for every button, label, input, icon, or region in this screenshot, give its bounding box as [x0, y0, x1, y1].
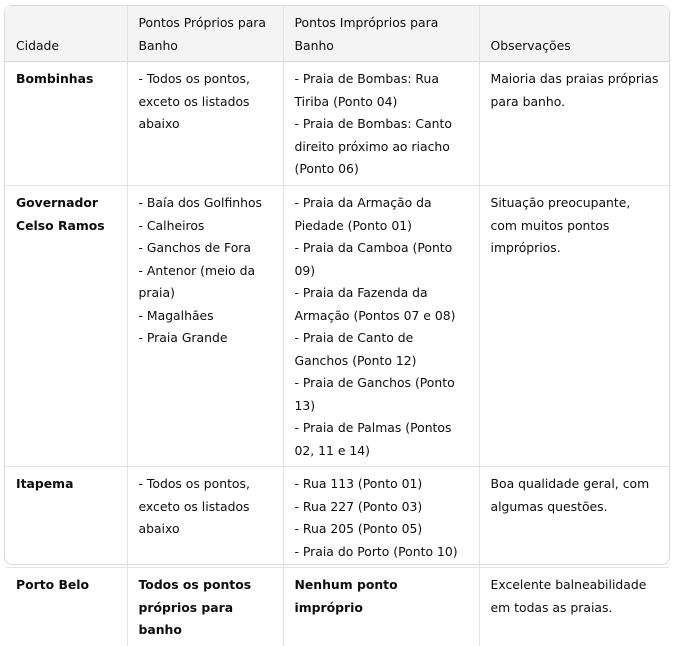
list-item: - Calheiros — [138, 217, 205, 233]
list-item: - Praia de Palmas (Pontos 02, 11 e 14) — [294, 420, 452, 458]
header-pontos-improprios: Pontos Impróprios para Banho — [283, 6, 479, 62]
table-row — [5, 186, 669, 467]
cell-cidade: Bombinhas — [5, 62, 127, 186]
cell-improprios — [283, 62, 479, 186]
list-item: - Praia da Camboa (Ponto 09) — [294, 240, 453, 278]
cell-proprios — [127, 467, 283, 568]
list-item: - Praia Grande — [138, 330, 228, 345]
list-item: - Praia de Canto de Ganchos (Ponto 12) — [294, 330, 417, 368]
cell-observacoes: Maioria das praias próprias para banho. — [479, 62, 669, 186]
list-item: - Praia de Ganchos (Ponto 13) — [294, 375, 455, 413]
list-item: - Praia de Bombas: Canto direito próximo ao riacho (Ponto 06) — [294, 116, 452, 176]
list-item: - Todos os pontos, exceto os listados abaixo — [138, 71, 250, 131]
table-row — [5, 62, 669, 186]
table-row — [5, 467, 669, 568]
list-item: - Todos os pontos, exceto os listados abaixo — [138, 476, 250, 536]
cell-observacoes: Situação preocupante, com muitos pontos impróprios. — [479, 186, 669, 467]
cell-proprios — [127, 186, 283, 467]
list-item: - Magalhães — [138, 307, 214, 323]
table-row — [5, 568, 669, 646]
cell-improprios — [283, 568, 479, 646]
cell-observacoes: Excelente balneabilidade em todas as praias. — [490, 577, 647, 615]
list-item: Nenhum ponto impróprio — [294, 577, 398, 615]
cell-observacoes: Boa qualidade geral, com algumas questões. — [479, 467, 669, 568]
list-item: - Rua 205 (Ponto 05) — [294, 521, 423, 536]
list-item: - Praia da Armação da Piedade (Ponto 01) — [294, 195, 432, 233]
list-item: - Baía dos Golfinhos — [138, 195, 262, 210]
balneabilidade-table — [5, 6, 669, 646]
cell-cidade: Itapema — [5, 467, 127, 568]
list-item: - Praia da Fazenda da Armação (Pontos 07 e 08) — [294, 285, 456, 323]
list-item: - Praia do Porto (Ponto 10) — [294, 543, 458, 559]
cell-cidade: Governador Celso Ramos — [5, 186, 127, 467]
list-item: - Praia de Bombas: Rua Tiriba (Ponto 04) — [294, 71, 439, 109]
list-item: Todos os pontos próprios para banho — [138, 577, 252, 637]
header-row — [5, 6, 669, 62]
cell-improprios — [283, 467, 479, 568]
header-observacoes: Observações — [479, 6, 669, 62]
table-header — [5, 6, 669, 62]
list-item: - Ganchos de Fora — [138, 240, 251, 255]
list-item: - Rua 113 (Ponto 01) — [294, 476, 423, 491]
cell-cidade: Porto Belo — [5, 568, 127, 646]
list-item: - Antenor (meio da praia) — [138, 262, 256, 300]
table-body — [5, 62, 669, 646]
data-table-container — [4, 5, 670, 637]
header-cidade: Cidade — [5, 6, 127, 62]
header-pontos-proprios: Pontos Próprios para Banho — [127, 6, 283, 62]
cell-proprios — [127, 62, 283, 186]
cell-proprios — [127, 568, 283, 646]
cell-improprios — [283, 186, 479, 467]
list-item: - Rua 227 (Ponto 03) — [294, 498, 423, 514]
